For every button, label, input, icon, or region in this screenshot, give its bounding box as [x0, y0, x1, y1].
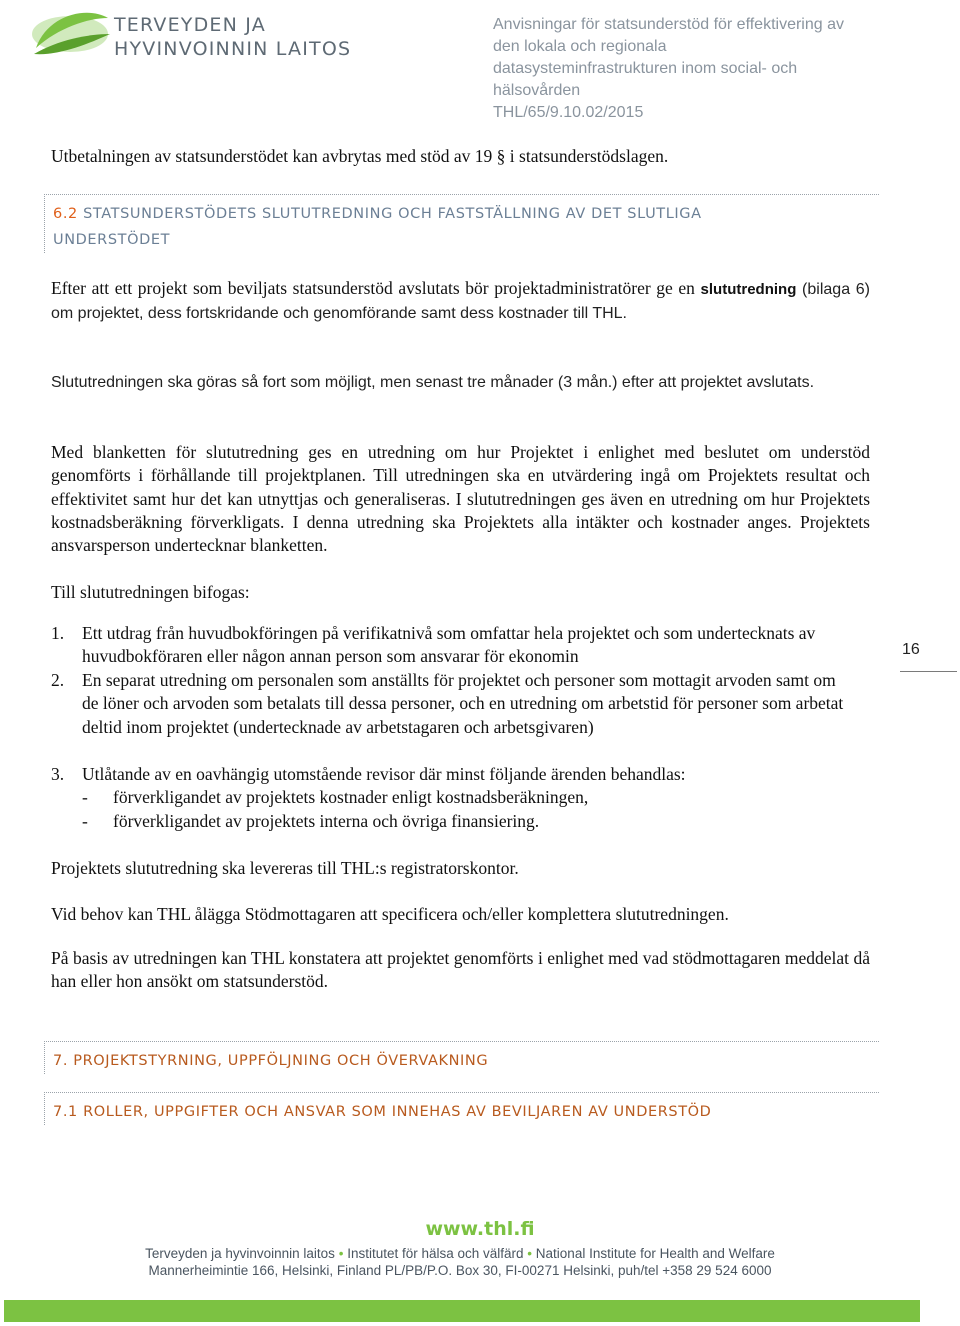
- paragraph-slututredning: [51, 277, 870, 326]
- list-item: [51, 763, 851, 787]
- intro-paragraph: Utbetalningen av statsunderstödet kan avbrytas med stöd av 19 § i statsunderstödslagen.: [51, 146, 669, 166]
- sublist-text: förverkligandet av projektets kostnader enligt kostnadsberäkningen,: [113, 787, 589, 807]
- list-item: [51, 622, 851, 669]
- doc-title-line: den lokala och regionala: [493, 38, 667, 55]
- org-name-sv: Institutet för hälsa och välfärd: [347, 1246, 524, 1261]
- list-text: Utlåtande av en oavhängig utomstående revisor där minst följande ärenden behandlas:: [82, 764, 686, 784]
- text: Slututredningen ska göras så fort som möjligt, men senast tre månader (3 mån.) efter att projektet avslutats.: [51, 374, 815, 391]
- footer-address: Mannerheimintie 166, Helsinki, Finland PL/PB/P.O. Box 30, FI-00271 Helsinki, puh/tel +358 29 524 6000: [148, 1263, 772, 1278]
- footer-organization: [0, 1246, 920, 1261]
- doc-reference-number: THL/65/9.10.02/2015: [493, 104, 644, 121]
- thl-logo: [28, 4, 368, 68]
- list-number: 1.: [51, 623, 65, 643]
- text: Efter att ett projekt som beviljats statsunderstöd avslutats bör projektadministratörer ge en: [51, 278, 701, 298]
- footer-url: www.thl.fi: [425, 1218, 535, 1240]
- separator: •: [338, 1246, 344, 1261]
- list-text: En separat utredning om personalen som anställts för projektet och personer som mottagit arvoden samt om de löner och arvoden som betalats till dessa personer, och en utredning om arbetstid för personer som arbetat deltid inom projektet (undertecknade av arbetstagaren och arbetsgivaren): [82, 670, 844, 737]
- paragraph-delivery: Projektets slututredning ska levereras till THL:s registratorskontor.: [51, 858, 519, 878]
- footer-green-bar: [4, 1300, 920, 1322]
- dash-mark: -: [82, 811, 88, 831]
- paragraph-confirmation: På basis av utredningen kan THL konstatera att projektet genomförts i enlighet med vad stödmottagaren meddelat då han eller hon ansökt om statsunderstöd.: [51, 948, 870, 992]
- page-number-divider: [900, 671, 957, 672]
- doc-title-line: Anvisningar för statsunderstöd för effektivering av: [493, 16, 844, 33]
- doc-title-line: hälsovården: [493, 82, 581, 99]
- paragraph-deadline: [51, 370, 870, 394]
- section-number: 6.2: [53, 206, 78, 222]
- list-text: Ett utdrag från huvudbokföringen på verifikatnivå som omfattar hela projektet och som undertecknats av huvudbokföraren eller någon annan person som ansvarar för ekonomin: [82, 623, 816, 667]
- sublist-text: förverkligandet av projektets interna och övriga finansiering.: [113, 811, 540, 831]
- doc-title-line: datasysteminfrastrukturen inom social- och: [493, 60, 798, 77]
- section-heading-7-1: 7.1 ROLLER, UPPGIFTER OCH ANSVAR SOM INNEHAS AV BEVILJAREN AV UNDERSTÖD: [44, 1092, 879, 1125]
- section-title-line-1: STATSUNDERSTÖDETS SLUTUTREDNING OCH FASTSTÄLLNING AV DET SLUTLIGA: [77, 206, 702, 222]
- paragraph-attachments-intro: Till slututredningen bifogas:: [51, 582, 250, 602]
- logo-line-2: HYVINVOINNIN LAITOS: [114, 38, 352, 60]
- logo-line-1: TERVEYDEN JA: [114, 14, 266, 36]
- separator: •: [527, 1246, 533, 1261]
- thl-leaf-icon: [28, 4, 118, 68]
- org-name-fi: Terveyden ja hyvinvoinnin laitos: [145, 1246, 335, 1261]
- section-heading-7: 7. PROJEKTSTYRNING, UPPFÖLJNING OCH ÖVERVAKNING: [44, 1041, 879, 1074]
- document-header: [493, 14, 933, 124]
- section-title-line-2: UNDERSTÖDET: [53, 232, 171, 248]
- paragraph-blankett: Med blanketten för slututredning ges en utredning om hur Projektet i enlighet med beslutet om understöd genomförts i förhållande till projektplanen. Till utredningen ska en utvärdering ingå om Projektets resultat och effektivitet samt hur det kan utnyttjas och generaliseras. I slututredningen ges även en utredning om hur Projektets kostnadsberäkning förverkligats. I denna utredning ska Projektets alla intäkter och kostnader anges. Projektets ansvarsperson undertecknar blanketten.: [51, 442, 870, 556]
- section-heading-6-2: [44, 194, 879, 253]
- page-number: 16: [902, 641, 920, 658]
- bold-term: slututredning: [700, 281, 797, 298]
- list-item: [51, 669, 851, 763]
- org-name-en: National Institute for Health and Welfare: [535, 1246, 775, 1261]
- list-number: 2.: [51, 670, 65, 690]
- list-number: 3.: [51, 764, 65, 784]
- paragraph-supplement: Vid behov kan THL ålägga Stödmottagaren att specificera och/eller komplettera slututredningen.: [51, 904, 729, 924]
- text: (bilaga 6) om projektet, dess fortskridande och genomförande samt dess kostnader till THL.: [51, 281, 870, 323]
- dash-mark: -: [82, 787, 88, 807]
